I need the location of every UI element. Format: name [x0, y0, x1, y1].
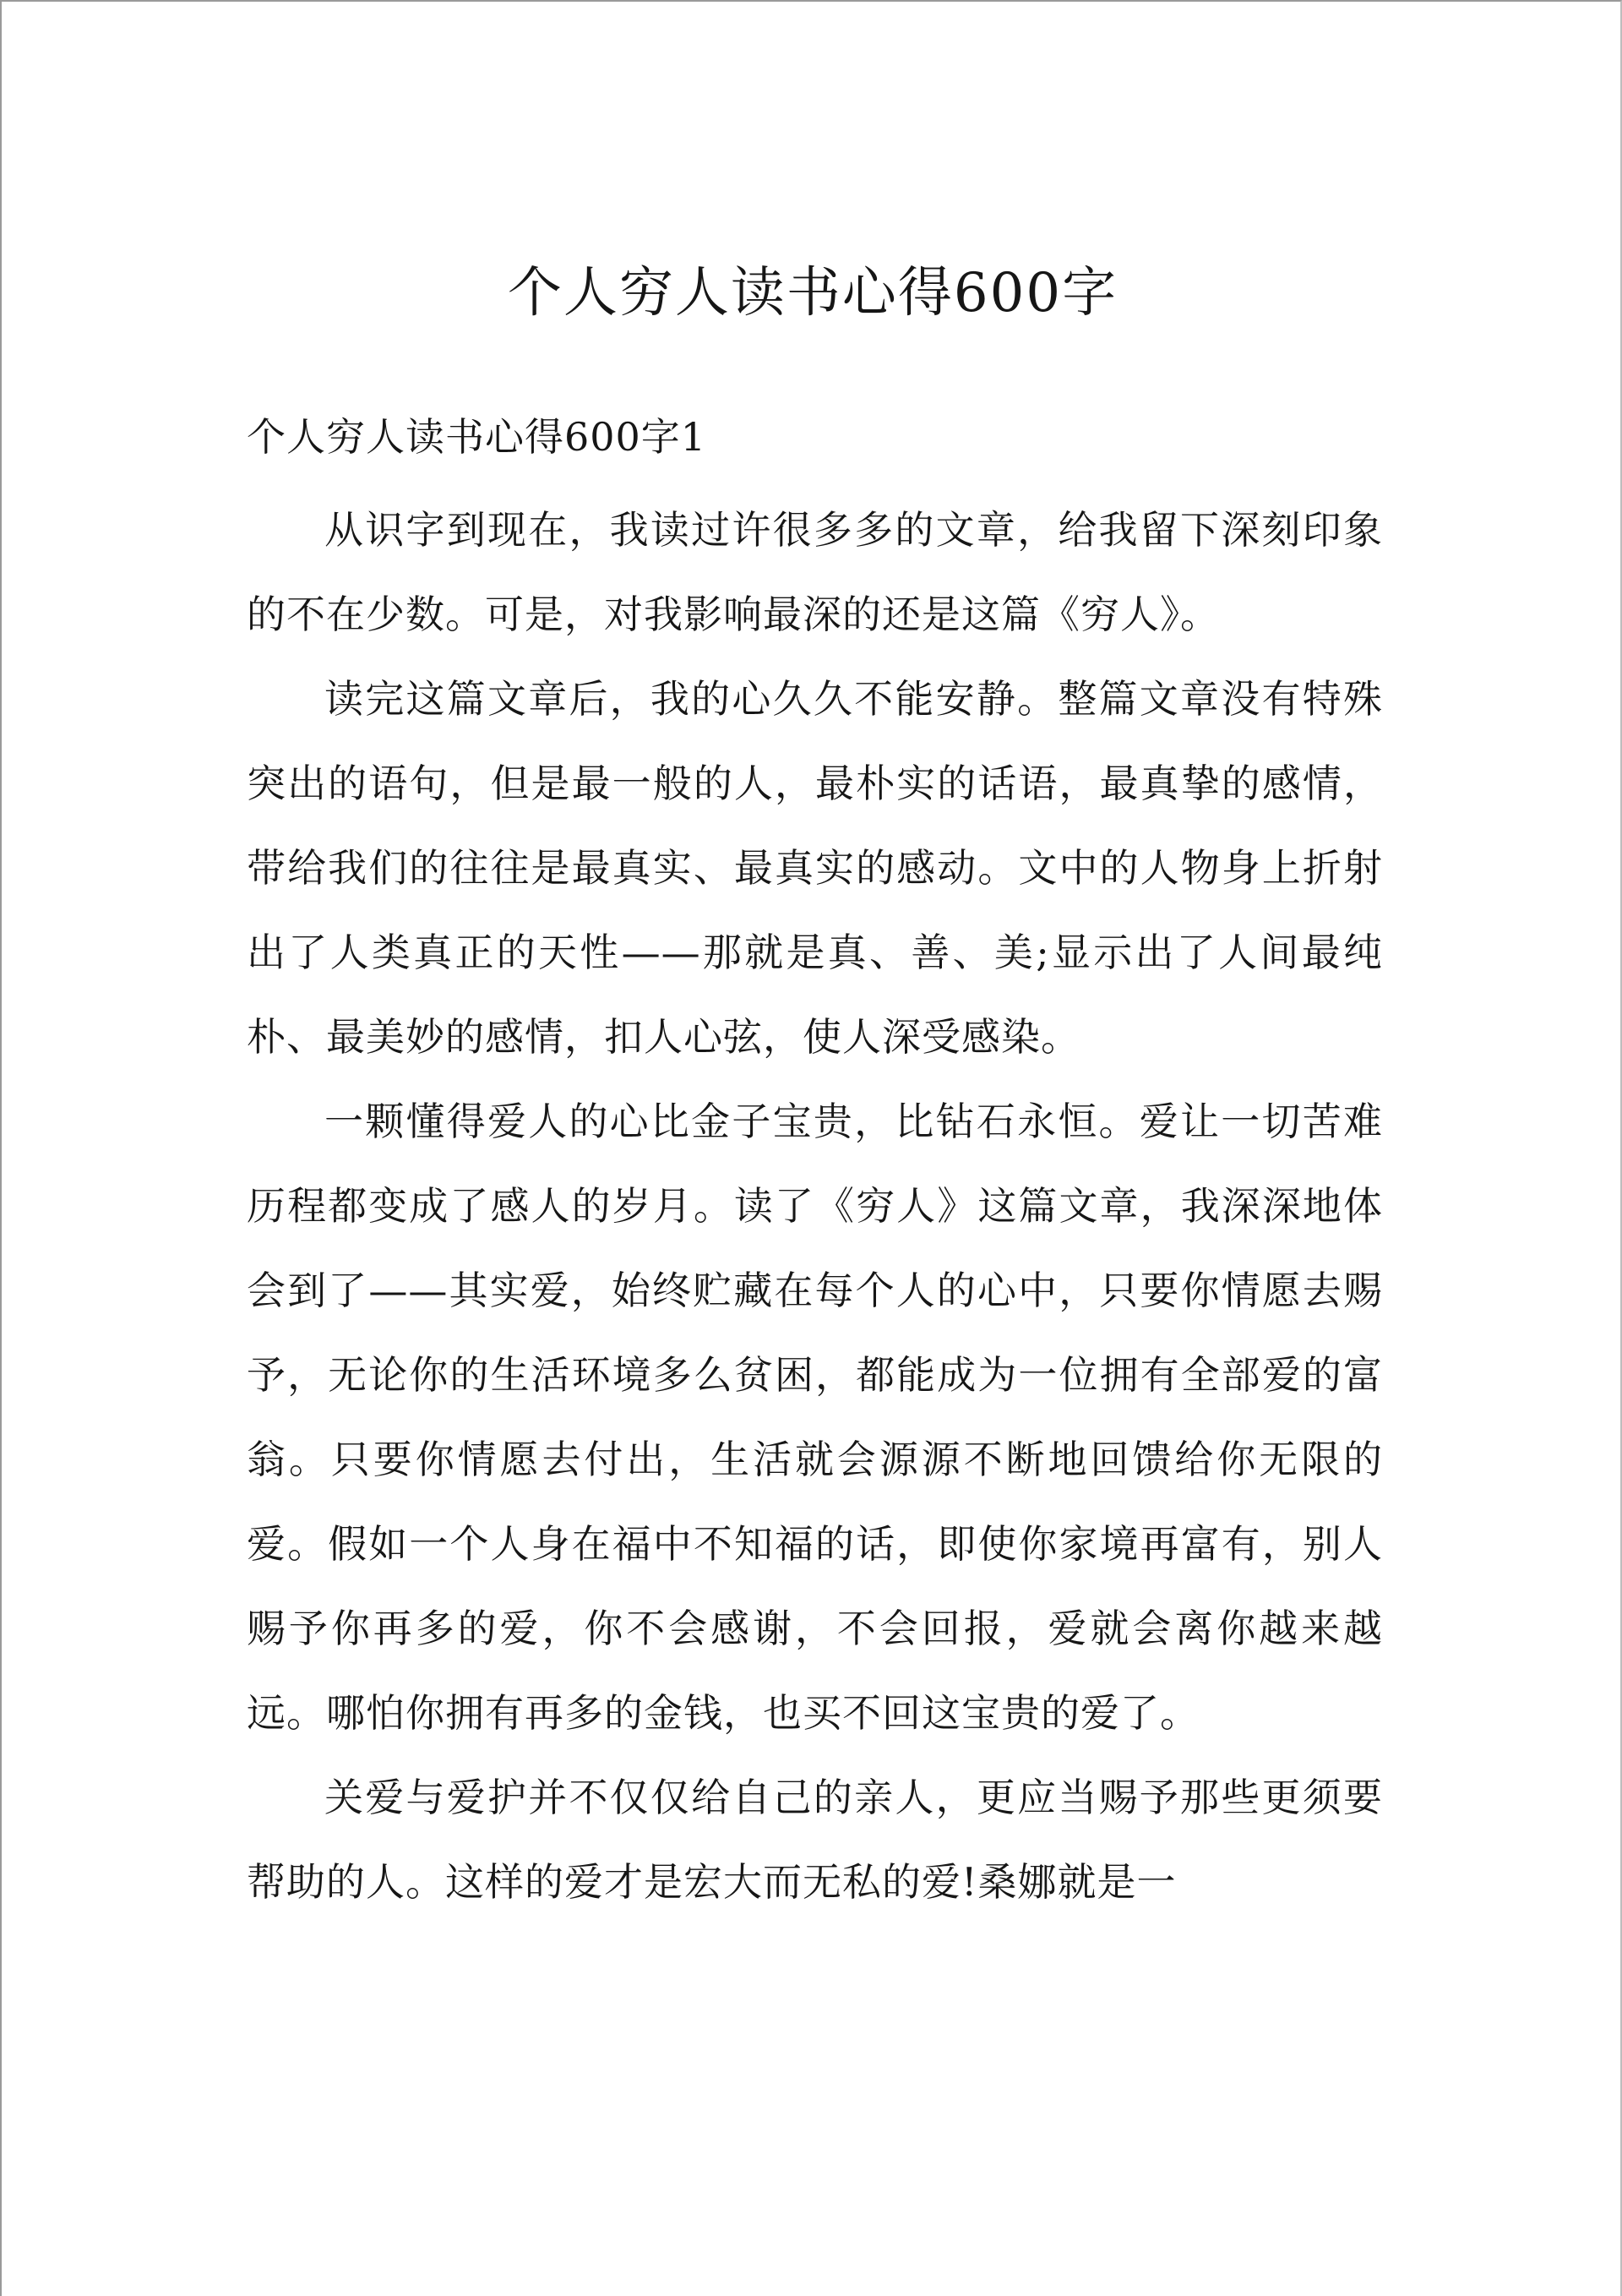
- paragraph-3: 一颗懂得爱人的心比金子宝贵，比钻石永恒。爱让一切苦难历程都变成了感人的岁月。读了《穷人》这篇文章，我深深地体会到了——其实爱，始终贮藏在每个人的心中，只要你情愿去赐予，无论你的生活环境多么贫困，都能成为一位拥有全部爱的富翁。只要你情愿去付出，生活就会源源不断地回馈给你无限的爱。假如一个人身在福中不知福的话，即使你家境再富有，别人赐予你再多的爱，你不会感谢，不会回报，爱就会离你越来越远。哪怕你拥有再多的金钱，也买不回这宝贵的爱了。: [247, 1099, 1383, 1736]
- document-title: 个人穷人读书心得600字: [507, 262, 1119, 324]
- paragraph-2: 读完这篇文章后，我的心久久不能安静。整篇文章没有特殊突出的语句，但是最一般的人，最朴实的话语，最真挚的感情，带给我们的往往是最真实、最真实的感动。文中的人物身上折射出了人类真正的天性——那就是真、善、美;显示出了人间最纯朴、最美妙的感情，扣人心弦，使人深受感染。: [247, 676, 1383, 1060]
- paragraph-1: 从识字到现在，我读过许很多多的文章，给我留下深刻印象的不在少数。可是，对我影响最深的还是这篇《穷人》。: [247, 507, 1383, 637]
- paragraph-4: 关爱与爱护并不仅仅给自己的亲人，更应当赐予那些更须要帮助的人。这样的爱才是宏大而无私的爱!桑娜就是一: [247, 1775, 1383, 1905]
- section-heading: 个人穷人读书心得600字1: [247, 414, 707, 460]
- document-body: [247, 488, 1383, 1924]
